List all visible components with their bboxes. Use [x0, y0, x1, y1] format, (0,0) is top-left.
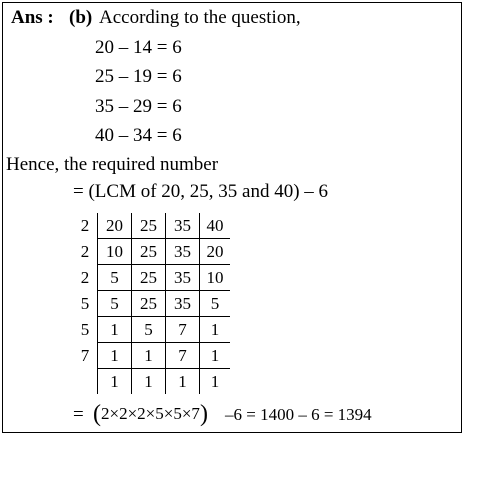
quotient-cell: 20	[98, 213, 132, 239]
close-paren: )	[199, 401, 208, 427]
divisor-cell: 7	[73, 343, 98, 369]
quotient-cell: 25	[132, 239, 166, 265]
equation-line: 20 – 14 = 6	[95, 37, 182, 58]
quotient-cell: 25	[132, 291, 166, 317]
division-row	[73, 343, 230, 369]
quotient-cell: 35	[166, 291, 200, 317]
divisor-cell: 2	[73, 213, 98, 239]
quotient-cell: 5	[200, 291, 231, 317]
answer-intro: According to the question,	[99, 7, 301, 28]
divisor-cell: 2	[73, 239, 98, 265]
prime-product: 2×2×2×5×5×7	[101, 404, 200, 423]
quotient-cell: 10	[200, 265, 231, 291]
quotient-cell: 5	[98, 265, 132, 291]
open-paren: (	[93, 401, 101, 427]
answer-box	[2, 2, 462, 433]
equation-line: 40 – 34 = 6	[95, 125, 182, 146]
quotient-cell: 1	[200, 317, 231, 343]
division-row	[73, 369, 230, 395]
quotient-cell: 25	[132, 213, 166, 239]
division-row	[73, 213, 230, 239]
final-product-expression	[93, 401, 208, 425]
quotient-cell: 1	[98, 369, 132, 395]
quotient-cell: 10	[98, 239, 132, 265]
final-equals-sign: =	[73, 404, 84, 425]
divisor-cell: 5	[73, 291, 98, 317]
quotient-cell: 1	[132, 343, 166, 369]
quotient-cell: 35	[166, 239, 200, 265]
quotient-cell: 5	[98, 291, 132, 317]
divisor-cell: 5	[73, 317, 98, 343]
division-row	[73, 317, 230, 343]
divisor-cell: 2	[73, 265, 98, 291]
quotient-cell: 25	[132, 265, 166, 291]
answer-option: (b)	[69, 7, 93, 28]
quotient-cell: 35	[166, 265, 200, 291]
final-result: –6 = 1400 – 6 = 1394	[225, 405, 372, 424]
quotient-cell: 7	[166, 343, 200, 369]
division-row	[73, 239, 230, 265]
division-row	[73, 265, 230, 291]
quotient-cell: 35	[166, 213, 200, 239]
quotient-cell: 5	[132, 317, 166, 343]
quotient-cell: 7	[166, 317, 200, 343]
quotient-cell: 1	[200, 343, 231, 369]
divisor-cell	[73, 369, 98, 395]
lcm-division-table	[73, 213, 230, 394]
quotient-cell: 20	[200, 239, 231, 265]
quotient-cell: 40	[200, 213, 231, 239]
division-row	[73, 291, 230, 317]
quotient-cell: 1	[98, 343, 132, 369]
quotient-cell: 1	[210, 372, 220, 391]
lcm-expression: = (LCM of 20, 25, 35 and 40) – 6	[73, 181, 329, 202]
quotient-cell: 1	[132, 369, 166, 395]
quotient-cell: 1	[98, 317, 132, 343]
quotient-cell: 1	[166, 369, 200, 395]
conclusion-text: Hence, the required number	[6, 154, 219, 175]
equation-line: 25 – 19 = 6	[95, 66, 182, 87]
equation-line: 35 – 29 = 6	[95, 96, 182, 117]
answer-label: Ans :	[11, 7, 54, 28]
